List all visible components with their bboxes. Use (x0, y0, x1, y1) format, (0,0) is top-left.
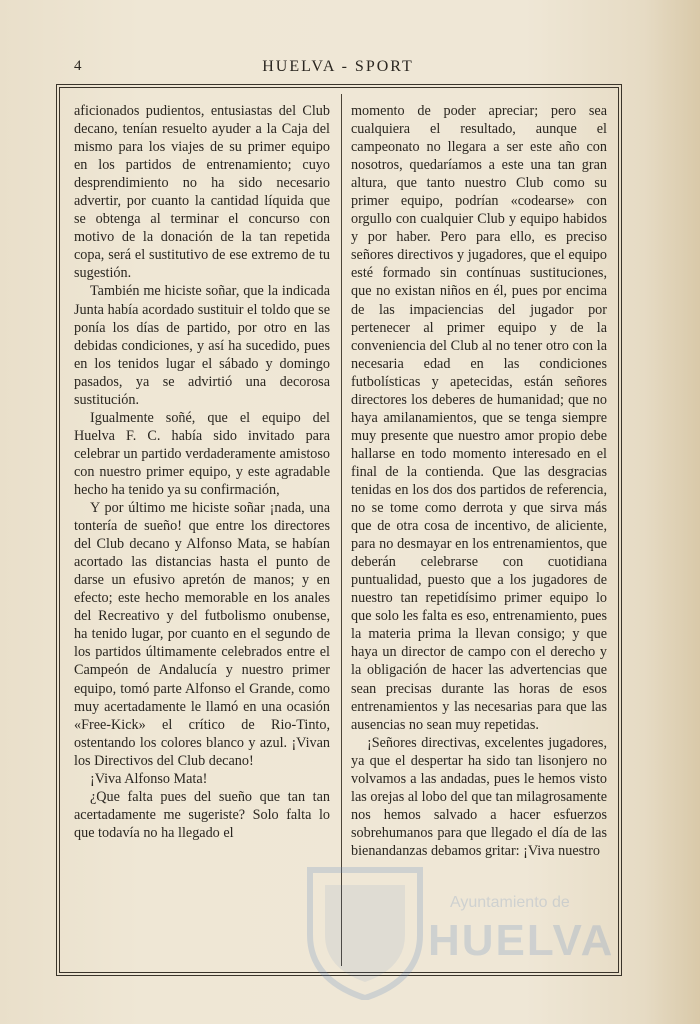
watermark-text: HUELVA (428, 916, 615, 965)
paragraph: Igualmente soñé, que el equipo del Huelva F. C. había sido invitado para celebrar un partido verdaderamente amistoso con nuestro primer equipo, y este agradable hecho ha tenido ya su confirmación, (74, 409, 330, 498)
paragraph: También me hiciste soñar, que la indicada Junta había acordado sustituir el toldo que se ponía los días de partido, por otro en las debidas condiciones, y así ha sucedido, pues en los tenidos lugar el sábado y domingo pasados, ya se advirtió una decorosa sustitución. (74, 283, 330, 408)
paragraph: ¡Viva Alfonso Mata! (90, 770, 208, 787)
page-header (56, 58, 620, 82)
paragraph: Y por último me hiciste soñar ¡nada, una tontería de sueño! que entre los directores del Club decano y Alfonso Mata, se habían acortado las distancias hasta el punto de darse un efusivo apretón de manos; y en efecto; este hecho memorable en los anales del Recreativo y del futbolismo onubense, ha tenido lugar, por cuanto en el segundo de los partidos últimamente celebrados entre el Campeón de Andalucía y nuestro primer equipo, tomó parte Alfonso el Grande, como muy acertadamente le llamó en una ocasión «Free-Kick» el crítico de Rio-Tinto, ostentando los colores blanco y azul. ¡Vivan los Directivos del Club decano! (74, 500, 330, 769)
column-divider (341, 94, 342, 966)
page-number: 4 (74, 58, 82, 74)
watermark-subtext: Ayuntamiento de (450, 894, 570, 911)
right-column (351, 102, 607, 860)
publication-title: HUELVA - SPORT (262, 58, 414, 75)
paragraph: ¿Que falta pues del sueño que tan tan acertadamente me sugeriste? Solo falta lo que todavía no ha llegado el (74, 788, 330, 841)
paragraph: aficionados pudientos, entusiastas del Club decano, tenían resuelto ayuder a la Caja del mismo para los viajes de su primer equipo en los partidos de entrenamiento; cuyo desprendimiento no ha sido necesario advertir, por cuanto la cantidad líquida que se obtenga al terminar el concurso con motivo de la donación de la tan repetida copa, será el sustitutivo de ese extremo de tu sugestión. (74, 103, 330, 282)
article-frame (56, 84, 622, 976)
paragraph: momento de poder apreciar; pero sea cualquiera el resultado, aunque el campeonato no llegara a ser este año con nosotros, quedaríamos a este una tan gran altura, que tanto nuestro Club como su primer equipo, podrían «codearse» con orgullo con cualquier Club y equipo habidos y por haber. Pero para ello, es preciso señores directivos y jugadores, que el equipo esté formado sin contínuas sustituciones, que no existan niños en él, pues por encima de las impaciencias del jugador por pertenecer al primer equipo y de la conveniencia del Club al no tener otro con la necesaria edad en las condiciones futbolísticas y apetecidas, están señores directores los deberes de humanidad; que no haya amilanamientos, que se tenga siempre muy presente que nuestro amor propio debe hallarse en todo momento interesado en el final de la contienda. Que las desgracias tenidas en los dos dos partidos de referencia, no se tome como derrota y que sirva más que de otra cosa de incentivo, de aliciente, para no desmayar en los entrenamientos, que deberán celebrarse con cuotidiana puntualidad, puesto que a los jugadores de nuestro tan repetidísimo primer equipo lo que solo les falta es eso, entrenamiento, pues la materia prima la llevan consigo; y que haya un director de campo con el derecho y la obligación de hacer las advertencias que sean precisas durante las horas de esos entrenamientos y las necesarias para que las ausencias no sean muy repetidas. (351, 103, 607, 733)
paragraph: ¡Señores directivas, excelentes jugadores, ya que el despertar ha sido tan lisonjero no volvamos a las andadas, pues le hemos visto las orejas al lobo del que tan milagrosamente nos hemos salvado a hacer esfuerzos sobrehumanos para que llegado el día de las bienandanzas debamos gritar: ¡Viva nuestro (351, 734, 607, 859)
left-column (74, 102, 330, 842)
